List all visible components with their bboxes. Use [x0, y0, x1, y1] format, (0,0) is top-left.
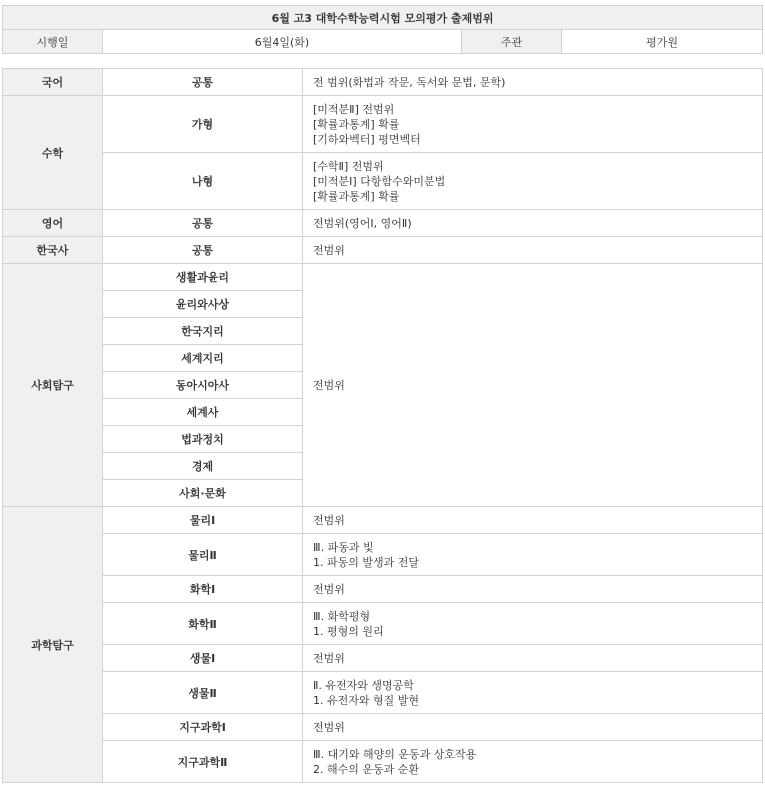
range-line: 1. 파동의 발생과 전달 — [313, 555, 419, 569]
range-line: 전범위 — [313, 513, 345, 527]
exam-range-table — [2, 68, 763, 783]
organizer-label: 주관 — [462, 30, 562, 54]
table-row — [3, 153, 763, 210]
table-row — [3, 264, 763, 291]
elective-subject: 화학Ⅱ — [103, 603, 303, 645]
elective-subject: 사회·문화 — [103, 480, 303, 507]
elective-subject: 경제 — [103, 453, 303, 480]
table-row — [3, 714, 763, 741]
subject-social-studies: 사회탐구 — [3, 264, 103, 507]
exam-range — [303, 576, 763, 603]
subject-type: 공통 — [103, 69, 303, 96]
exam-range: 전범위(영어Ⅰ, 영어Ⅱ) — [303, 210, 763, 237]
table-row — [3, 741, 763, 783]
range-line: Ⅲ. 화학평형 — [313, 609, 371, 623]
exam-range — [303, 534, 763, 576]
elective-subject: 물리Ⅰ — [103, 507, 303, 534]
range-line: 전범위 — [313, 582, 345, 596]
exam-info-table — [2, 5, 763, 54]
date-value: 6월4일(화) — [103, 30, 462, 54]
exam-range — [303, 645, 763, 672]
exam-range: 전범위 — [303, 264, 763, 507]
elective-subject: 윤리와사상 — [103, 291, 303, 318]
exam-range — [303, 507, 763, 534]
table-row — [3, 210, 763, 237]
elective-subject: 한국지리 — [103, 318, 303, 345]
range-line: 1. 평형의 원리 — [313, 624, 384, 638]
elective-subject: 생활과윤리 — [103, 264, 303, 291]
elective-subject: 생물Ⅱ — [103, 672, 303, 714]
table-row — [3, 672, 763, 714]
elective-subject: 동아시아사 — [103, 372, 303, 399]
elective-subject: 물리Ⅱ — [103, 534, 303, 576]
exam-range — [303, 672, 763, 714]
exam-range — [303, 153, 763, 210]
range-line: 전범위 — [313, 720, 345, 734]
organizer-value: 평가원 — [562, 30, 763, 54]
range-line: [수학Ⅱ] 전범위 — [313, 159, 384, 173]
elective-subject: 법과정치 — [103, 426, 303, 453]
elective-subject: 세계지리 — [103, 345, 303, 372]
elective-subject: 세계사 — [103, 399, 303, 426]
elective-subject: 화학Ⅰ — [103, 576, 303, 603]
range-line: 전범위 — [313, 651, 345, 665]
table-row — [3, 645, 763, 672]
exam-range — [303, 603, 763, 645]
range-line: Ⅱ. 유전자와 생명공학 — [313, 678, 414, 692]
exam-range — [303, 714, 763, 741]
elective-subject: 지구과학Ⅱ — [103, 741, 303, 783]
exam-title: 6월 고3 대학수학능력시험 모의평가 출제범위 — [3, 6, 763, 30]
elective-subject: 생물Ⅰ — [103, 645, 303, 672]
range-line: 1. 유전자와 형질 발현 — [313, 693, 419, 707]
subject-korean-history: 한국사 — [3, 237, 103, 264]
range-line: Ⅲ. 파동과 빛 — [313, 540, 374, 554]
subject-type: 공통 — [103, 237, 303, 264]
subject-math: 수학 — [3, 96, 103, 210]
exam-range: 전범위 — [303, 237, 763, 264]
subject-type: 공통 — [103, 210, 303, 237]
subject-type: 나형 — [103, 153, 303, 210]
table-row — [3, 534, 763, 576]
table-row — [3, 507, 763, 534]
date-label: 시행일 — [3, 30, 103, 54]
range-line: [기하와벡터] 평면벡터 — [313, 132, 421, 146]
exam-range — [303, 96, 763, 153]
exam-range — [303, 741, 763, 783]
table-row — [3, 576, 763, 603]
elective-subject: 지구과학Ⅰ — [103, 714, 303, 741]
range-line: [미적분Ⅱ] 전범위 — [313, 102, 395, 116]
exam-range: 전 범위(화법과 작문, 독서와 문법, 문학) — [303, 69, 763, 96]
subject-type: 가형 — [103, 96, 303, 153]
subject-english: 영어 — [3, 210, 103, 237]
range-line: [미적분Ⅰ] 다항함수와미분법 — [313, 174, 446, 188]
range-line: [확률과통계] 확률 — [313, 189, 400, 203]
table-row — [3, 603, 763, 645]
range-line: [확률과통계] 확률 — [313, 117, 400, 131]
table-row — [3, 96, 763, 153]
subject-korean: 국어 — [3, 69, 103, 96]
range-line: Ⅲ. 대기와 해양의 운동과 상호작용 — [313, 747, 477, 761]
table-row — [3, 237, 763, 264]
table-row — [3, 69, 763, 96]
range-line: 2. 해수의 운동과 순환 — [313, 762, 419, 776]
subject-science: 과학탐구 — [3, 507, 103, 783]
